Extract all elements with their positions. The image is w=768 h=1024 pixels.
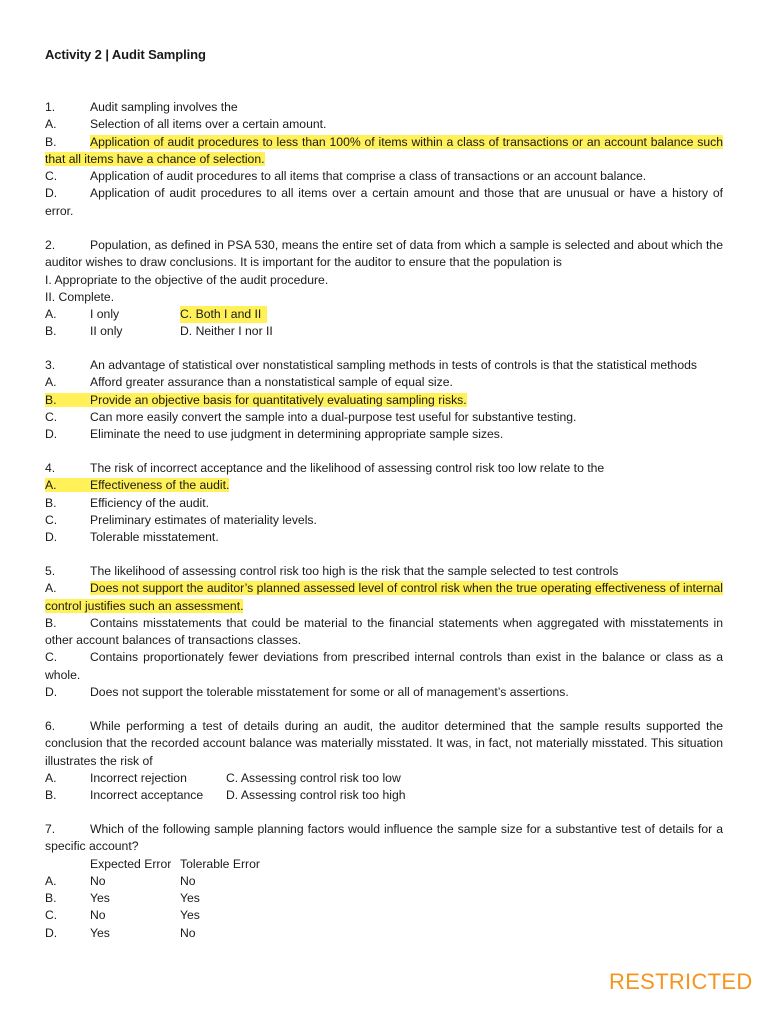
option-label: A. <box>45 478 57 493</box>
option-label: A. <box>45 770 57 785</box>
tolerable-error-cell: No <box>180 873 196 888</box>
question-stem: The likelihood of assessing control risk too high is the risk that the sample selected to test controls <box>90 564 619 578</box>
option-label: B. <box>45 134 57 149</box>
question-number: 1. <box>45 100 56 114</box>
question-5 <box>45 563 723 701</box>
question-number: 2. <box>45 238 56 252</box>
option-d: Tolerable misstatement. <box>90 530 219 545</box>
option-a: Selection of all items over a certain amount. <box>90 117 327 132</box>
option-b: Provide an objective basis for quantitatively evaluating sampling risks. <box>90 392 467 407</box>
option-label: A. <box>45 375 57 390</box>
question-stem: The risk of incorrect acceptance and the likelihood of assessing control risk too low relate to the <box>90 461 605 475</box>
table-row <box>45 873 723 890</box>
question-number: 4. <box>45 461 56 475</box>
question-number: 3. <box>45 358 56 372</box>
option-c: C. Assessing control risk too low <box>226 770 401 785</box>
option-a-highlighted-answer <box>45 478 229 492</box>
option-label: C. <box>45 169 58 184</box>
question-4 <box>45 460 723 546</box>
table-row <box>45 890 723 907</box>
question-number: 7. <box>45 822 56 836</box>
header-tolerable-error: Tolerable Error <box>180 856 260 871</box>
option-label: A. <box>45 581 57 596</box>
expected-error-cell: No <box>90 908 106 923</box>
tolerable-error-cell: Yes <box>180 891 200 906</box>
option-label: C. <box>45 650 58 665</box>
tolerable-error-cell: Yes <box>180 908 200 923</box>
question-stem: Audit sampling involves the <box>90 100 238 114</box>
question-stem: Population, as defined in PSA 530, means the entire set of data from which a sample is selected and about which the auditor wishes to draw conclusions. It is important for the auditor to ensure that the population is <box>45 238 723 270</box>
option-label: B. <box>45 495 57 510</box>
question-3 <box>45 357 723 443</box>
option-label: D. <box>45 186 58 201</box>
option-b: Incorrect acceptance <box>90 788 204 803</box>
option-b: Contains misstatements that could be material to the financial statements when aggregated with misstatements in other account balances of transactions classes. <box>45 615 723 648</box>
option-label: D. <box>45 427 58 442</box>
option-label: D. <box>45 530 58 545</box>
option-label: B. <box>45 324 57 339</box>
option-a: Effectiveness of the audit. <box>90 478 230 493</box>
expected-error-cell: Yes <box>90 891 110 906</box>
question-6 <box>45 718 723 804</box>
option-a: Afford greater assurance than a nonstatistical sample of equal size. <box>90 375 453 390</box>
option-b-highlighted-answer <box>45 135 723 166</box>
option-label: D. <box>45 925 58 940</box>
option-a: Incorrect rejection <box>90 770 187 785</box>
question-2 <box>45 237 723 341</box>
option-b-highlighted-answer <box>45 393 467 407</box>
option-c: Application of audit procedures to all items that comprise a class of transactions or an account balance. <box>90 169 647 184</box>
question-number: 5. <box>45 564 56 578</box>
answer-table-header <box>45 856 723 873</box>
option-label: C. <box>45 908 58 923</box>
option-label: A. <box>45 873 57 888</box>
condition-ii: II. Complete. <box>45 289 115 304</box>
question-stem: While performing a test of details during an audit, the auditor determined that the sample results supported the conclusion that the recorded account balance was materially misstated. It was, in fact, not materially misstated. This situation illustrates the risk of <box>45 719 723 768</box>
option-d: D. Assessing control risk too high <box>226 788 406 803</box>
option-label: B. <box>45 891 57 906</box>
option-d: Application of audit procedures to all items over a certain amount and those that are unusual or have a history of error. <box>45 186 723 218</box>
option-label: A. <box>45 117 57 132</box>
condition-i: I. Appropriate to the objective of the audit procedure. <box>45 272 329 287</box>
header-expected-error: Expected Error <box>90 856 172 871</box>
option-a-highlighted-answer <box>45 581 723 612</box>
option-c: Preliminary estimates of materiality levels. <box>90 512 317 527</box>
table-row <box>45 907 723 924</box>
expected-error-cell: Yes <box>90 925 110 940</box>
table-row <box>45 925 723 942</box>
option-label: C. <box>45 512 58 527</box>
option-d: Eliminate the need to use judgment in determining appropriate sample sizes. <box>90 427 504 442</box>
page-title: Activity 2 | Audit Sampling <box>45 47 206 62</box>
option-c: Contains proportionately fewer deviations from prescribed internal controls than exist in the balance or class as a whole. <box>45 650 723 682</box>
option-a: Does not support the auditor’s planned assessed level of control risk when the true operating effectiveness of internal control justifies such an assessment. <box>45 581 723 613</box>
expected-error-cell: No <box>90 873 106 888</box>
question-number: 6. <box>45 719 56 733</box>
tolerable-error-cell: No <box>180 925 196 940</box>
option-d: Does not support the tolerable misstatement for some or all of management’s assertions. <box>90 685 569 700</box>
option-label: D. <box>45 685 58 700</box>
option-label: B. <box>45 392 57 407</box>
option-label: C. <box>45 409 58 424</box>
option-b: Application of audit procedures to less than 100% of items within a class of transactions or an account balance such that all items have a chance of selection. <box>45 134 723 166</box>
question-7 <box>45 821 723 942</box>
option-b: II only <box>90 324 123 339</box>
question-1 <box>45 99 723 220</box>
option-b: Efficiency of the audit. <box>90 495 210 510</box>
question-stem: Which of the following sample planning factors would influence the sample size for a substantive test of details for a specific account? <box>45 822 723 854</box>
question-stem: An advantage of statistical over nonstatistical sampling methods in tests of controls is that the statistical methods <box>90 358 697 372</box>
option-d: D. Neither I nor II <box>180 324 273 339</box>
restricted-label: RESTRICTED <box>609 969 753 994</box>
option-a: I only <box>90 307 120 322</box>
option-label: B. <box>45 615 57 630</box>
option-c: Can more easily convert the sample into a dual-purpose test useful for substantive testing. <box>90 409 577 424</box>
option-label: A. <box>45 307 57 322</box>
option-label: B. <box>45 788 57 803</box>
option-c-highlighted-answer: C. Both I and II <box>180 306 267 323</box>
